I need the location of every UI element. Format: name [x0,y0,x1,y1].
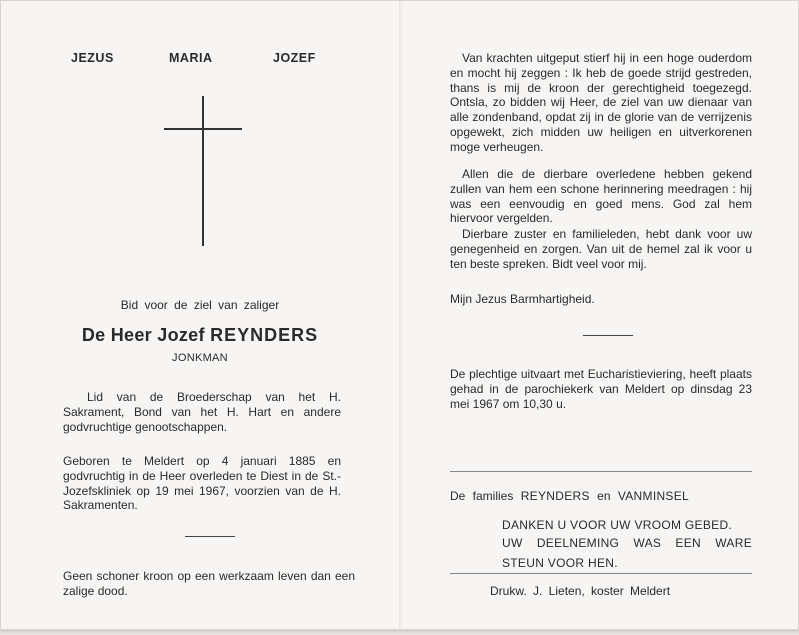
name-surname: REYNDERS [210,325,319,345]
family-vanminsel: VANMINSEL [617,489,690,503]
birth-death-text: Geboren te Meldert op 4 januari 1885 en godvruchtig in de Heer overleden te Diest in de St.-Jozefskliniek op 19 mei 1967, voorzien van de H. Sakramenten. [63,454,341,513]
paragraph-1: Van krachten uitgeput stierf hij in een hoge ouderdom en mocht hij zeggen : Ik heb de goede strijd gestreden, thans is mij de kroon der gerechtigheid toegezegd. Ontsla, zo bidden wij Heer, de ziel van uw dienaar van alle zondenband, opdat zij in de glorie van de verrijzenis opgewekt, zich midden uw heiligen en uitverkorenen moge verheugen. [450,51,752,154]
deceased-name [41,325,359,346]
divider [450,573,752,574]
membership-text: Lid van de Broederschap van het H. Sakrament, Bond van het H. Hart en andere godvruchtige genootschappen. [63,390,341,434]
thanks-line-1: DANKEN U VOOR UW VROOM GEBED. [502,518,733,532]
paragraph-3: Dierbare zuster en familieleden, hebt dank voor uw genegenheid en zorgen. Van uit de hemel zal ik voor u ten beste spreken. Bidt veel voor mij. [450,227,752,271]
paragraph-2: Allen die de dierbare overledene hebben gekend zullen van hem een schone herinnering meedragen : hij was een eenvoudig en goed mens. God zal hem hiervoor vergelden. [450,167,752,226]
name-prefix: De Heer Jozef [81,325,205,345]
closing-text: Geen schoner kroon op een werkzaam leven dan een zalige dood. [63,569,355,598]
prayer-line: Bid voor de ziel van zaliger [120,298,280,312]
families-line [450,489,752,504]
header-maria: MARIA [169,51,213,65]
family-reynders: REYNDERS [520,489,590,503]
subtitle: JONKMAN [172,352,228,364]
funeral-text: De plechtige uitvaart met Eucharistieviering, heeft plaats gehad in de parochiekerk van Meldert op dinsdag 23 mei 1967 om 10,30 u. [450,367,752,411]
printer-credit: Drukw. J. Lieten, koster Meldert [490,584,671,598]
divider [450,471,752,472]
thanks-line-2: UW DEELNEMING WAS EEN WARE STEUN VOOR HEN. [502,536,752,570]
header-jezus: JEZUS [71,51,114,65]
divider [185,536,235,537]
families-and: en [597,489,611,503]
divider [583,335,633,336]
paragraph-4: Mijn Jezus Barmhartigheid. [450,292,595,306]
card-fold [399,1,402,629]
header-jozef: JOZEF [273,51,316,65]
families-prefix: De families [450,489,514,503]
